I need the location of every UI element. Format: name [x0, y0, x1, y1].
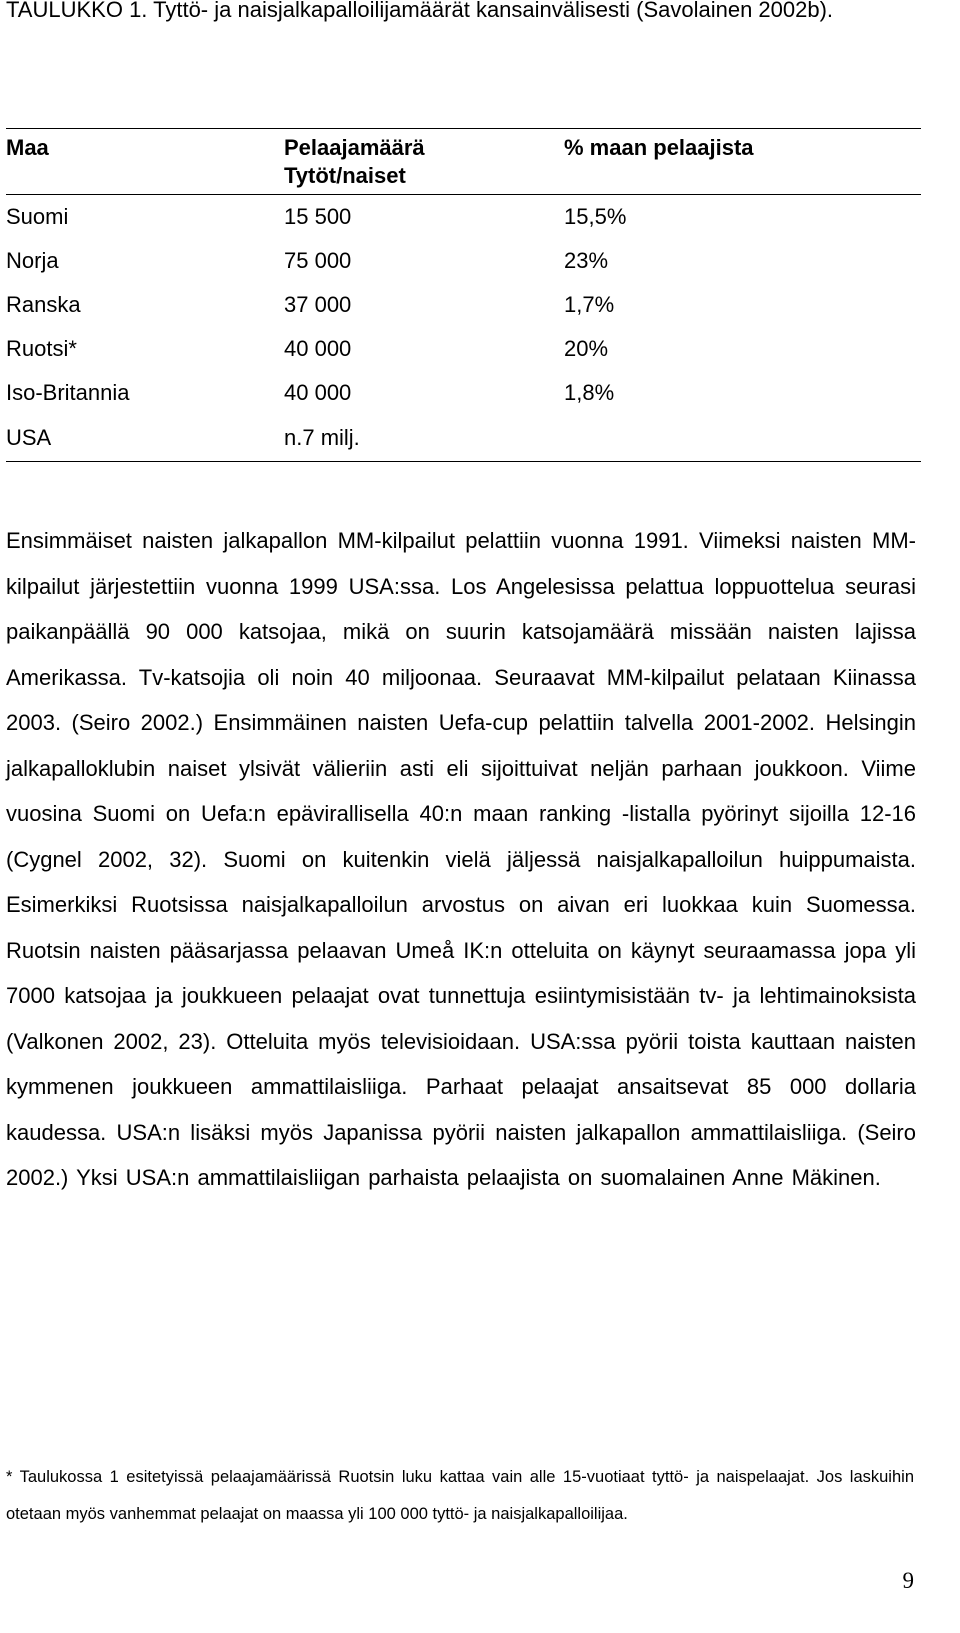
header-player-count-line2: Tytöt/naiset — [284, 163, 406, 188]
cell-players: 40 000 — [284, 336, 352, 361]
header-player-count-line1: Pelaajamäärä — [284, 135, 425, 160]
cell-percent: 1,7% — [564, 292, 615, 317]
player-count-table — [6, 128, 921, 462]
cell-country: USA — [6, 415, 284, 462]
cell-players: 75 000 — [284, 248, 352, 273]
cell-country: Ranska — [6, 292, 81, 317]
cell-country: Iso-Britannia — [6, 380, 130, 405]
table-caption: TAULUKKO 1. Tyttö- ja naisjalkapalloilijamäärät kansainvälisesti (Savolainen 2002b). — [6, 0, 834, 22]
cell-percent — [564, 415, 921, 462]
cell-players: 15 500 — [284, 204, 352, 229]
cell-percent: 20% — [564, 336, 609, 361]
document-page — [6, 0, 916, 1523]
cell-players: n.7 milj. — [284, 415, 564, 462]
page-number: 9 — [902, 1568, 914, 1593]
cell-percent: 15,5% — [564, 204, 627, 229]
cell-country: Ruotsi* — [6, 336, 77, 361]
table-row — [6, 283, 921, 327]
table-row — [6, 239, 921, 283]
table-row — [6, 371, 921, 415]
cell-country: Suomi — [6, 204, 69, 229]
table-row — [6, 195, 921, 240]
table-header-row — [6, 129, 921, 195]
table-row — [6, 327, 921, 371]
cell-country: Norja — [6, 248, 59, 273]
table-row — [6, 415, 921, 462]
header-percent: % maan pelaajista — [564, 129, 921, 195]
cell-players: 40 000 — [284, 380, 352, 405]
header-player-count — [284, 129, 564, 195]
body-paragraph: Ensimmäiset naisten jalkapallon MM-kilpailut pelattiin vuonna 1991. Viimeksi naisten MM-kilpailut järjestettiin vuonna 1999 USA:ssa. Los Angelesissa pelattua loppuottelua seurasi paikanpäällä 90 000 katsojaa, mikä on suurin katsojamäärä missään naisten lajissa Amerikassa. Tv-katsojia oli noin 40 miljoonaa. Seuraavat MM-kilpailut pelataan Kiinassa 2003. (Seiro 2002.) Ensimmäinen naisten Uefa-cup pelattiin talvella 2001-2002. Helsingin jalkapalloklubin naiset ylsivät välieriin asti eli sijoittuivat neljän parhaan joukkoon. Viime vuosina Suomi on Uefa:n epävirallisella 40:n maan ranking -listalla pyörinyt sijoilla 12-16 (Cygnel 2002, 32). Suomi on kuitenkin vielä jäljessä naisjalkapalloilun huippumaista. Esimerkiksi Ruotsissa naisjalkapalloilun arvostus on aivan eri luokkaa kuin Suomessa. Ruotsin naisten pääsarjassa pelaavan Umeå IK:n otteluita on käynyt seuraamassa jopa yli 7000 katsojaa ja joukkueen pelaajat ovat tunnettuja esiintymisistään tv- ja lehtimainoksista (Valkonen 2002, 23). Otteluita myös televisioidaan. USA:ssa pyörii toista kauttaan naisten kymmenen joukkueen ammattilaisliiga. Parhaat pelaajat ansaitsevat 85 000 dollaria kaudessa. USA:n lisäksi myös Japanissa pyörii naisten jalkapallon ammattilaisliiga. (Seiro 2002.) Yksi USA:n ammattilaisliigan parhaista pelaajista on suomalainen Anne Mäkinen. — [6, 528, 916, 1190]
cell-players: 37 000 — [284, 292, 352, 317]
table-footnote: * Taulukossa 1 esitetyissä pelaajamäärissä Ruotsin luku kattaa vain alle 15-vuotiaat tyttö- ja naispelaajat. Jos laskuihin otetaan myös vanhemmat pelaajat on maassa yli 100 000 tyttö- ja naisjalkapalloilijaa. — [6, 1467, 914, 1523]
header-country: Maa — [6, 129, 284, 195]
cell-percent: 23% — [564, 248, 609, 273]
body-text — [6, 518, 916, 1201]
cell-percent: 1,8% — [564, 380, 615, 405]
